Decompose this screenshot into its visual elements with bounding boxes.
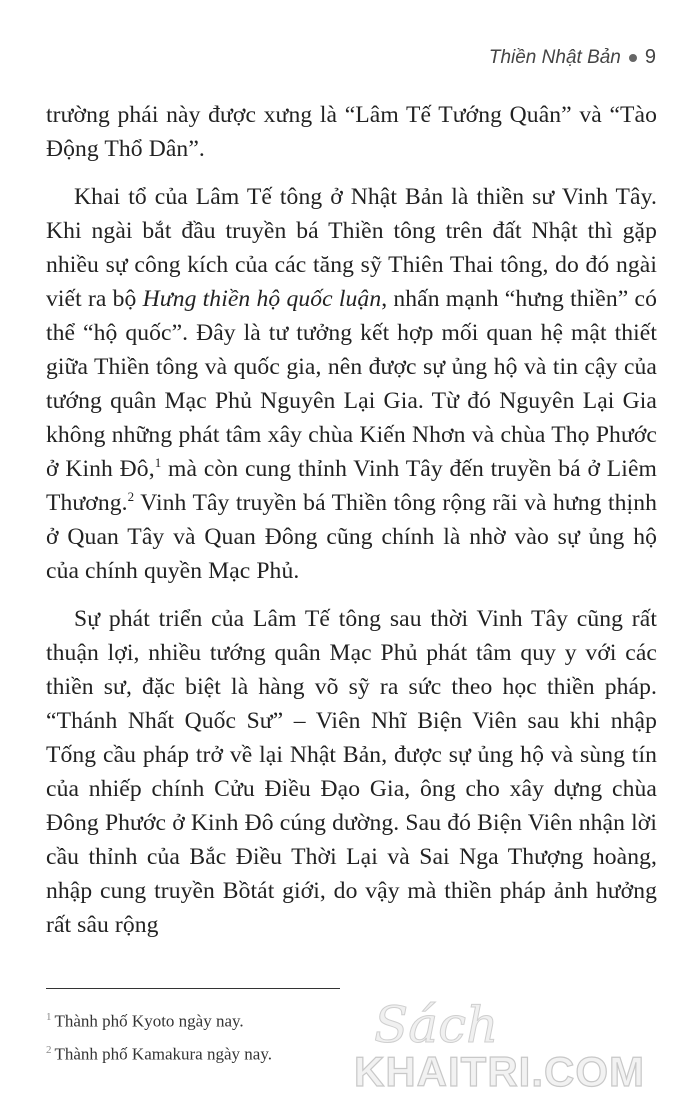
paragraph-2-part-d: Vinh Tây truyền bá Thiền tông rộng rãi và hưng thịnh ở Quan Tây và Quan Đông cũng chính là nhờ vào sự ủng hộ của chính quyền Mạc Phủ. bbox=[46, 490, 657, 584]
footnote-divider bbox=[46, 988, 340, 989]
watermark-script: Sách bbox=[374, 996, 499, 1054]
footnote-ref-2[interactable]: 2 bbox=[127, 489, 135, 505]
paragraph-2-part-c: mà còn cung thỉnh Vinh Tây đến truyền bá ở Liêm Thương. bbox=[46, 456, 657, 516]
footnote-marker: 2 bbox=[46, 1043, 52, 1056]
paragraph-3: Sự phát triển của Lâm Tế tông sau thời Vinh Tây cũng rất thuận lợi, nhiều tướng quân Mạc Phủ phát tâm quy y với các thiền sư, đặc biệt là hàng võ sỹ ra sức theo học thiền pháp. “Thánh Nhất Quốc Sư” – Viên Nhĩ Biện Viên sau khi nhập Tống cầu pháp trở về lại Nhật Bản, được sự ủng hộ và sùng tín của nhiếp chính Cửu Điều Đạo Gia, ông cho xây dựng chùa Đông Phước ở Kinh Đô cúng dường. Sau đó Biện Viên nhận lời cầu thỉnh của Bắc Điều Thời Lại và Sai Nga Thượng hoàng, nhập cung truyền Bồtát giới, do vậy mà thiền pháp ảnh hưởng rất sâu rộng bbox=[46, 606, 657, 938]
footnote-2 bbox=[46, 1036, 272, 1069]
bullet-dot-icon bbox=[629, 54, 637, 62]
book-title: Hưng thiền hộ quốc luận bbox=[142, 286, 382, 312]
paragraph-1: trường phái này được xưng là “Lâm Tế Tướng Quân” và “Tào Động Thổ Dân”. bbox=[46, 102, 657, 162]
footnote-1 bbox=[46, 1003, 272, 1036]
watermark-logo bbox=[354, 996, 684, 1106]
footnote-text: Thành phố Kamakura ngày nay. bbox=[54, 1044, 272, 1064]
body-text bbox=[46, 98, 657, 956]
footnote-text: Thành phố Kyoto ngày nay. bbox=[54, 1011, 244, 1031]
running-header bbox=[489, 46, 656, 69]
running-title: Thiền Nhật Bản bbox=[488, 46, 621, 68]
footnotes bbox=[46, 1003, 272, 1068]
page-number: 9 bbox=[644, 46, 656, 68]
footnote-marker: 1 bbox=[46, 1011, 52, 1023]
paragraph-2-part-a: Khai tổ của Lâm Tế tông ở Nhật Bản là thiền sư Vinh Tây. Khi ngài bắt đầu truyền bá Thiền tông trên đất Nhật thì gặp nhiều sự công kích của các tăng sỹ Thiên Thai tông, do đó ngài viết ra bộ bbox=[46, 184, 657, 312]
paragraph-2 bbox=[46, 180, 657, 588]
paragraph-2-part-b: , nhấn mạnh “hưng thiền” có thể “hộ quốc”. Đây là tư tưởng kết hợp mối quan hệ mật thiết giữa Thiền tông và quốc gia, nên được sự ủng hộ và tin cậy của tướng quân Mạc Phủ Nguyên Lại Gia. Từ đó Nguyên Lại Gia không những phát tâm xây chùa Kiến Nhơn và chùa Thọ Phước ở Kinh Đô, bbox=[46, 286, 657, 482]
footnote-ref-1[interactable]: 1 bbox=[154, 455, 162, 471]
watermark-brand: KHAITRI.COM bbox=[354, 1048, 645, 1095]
